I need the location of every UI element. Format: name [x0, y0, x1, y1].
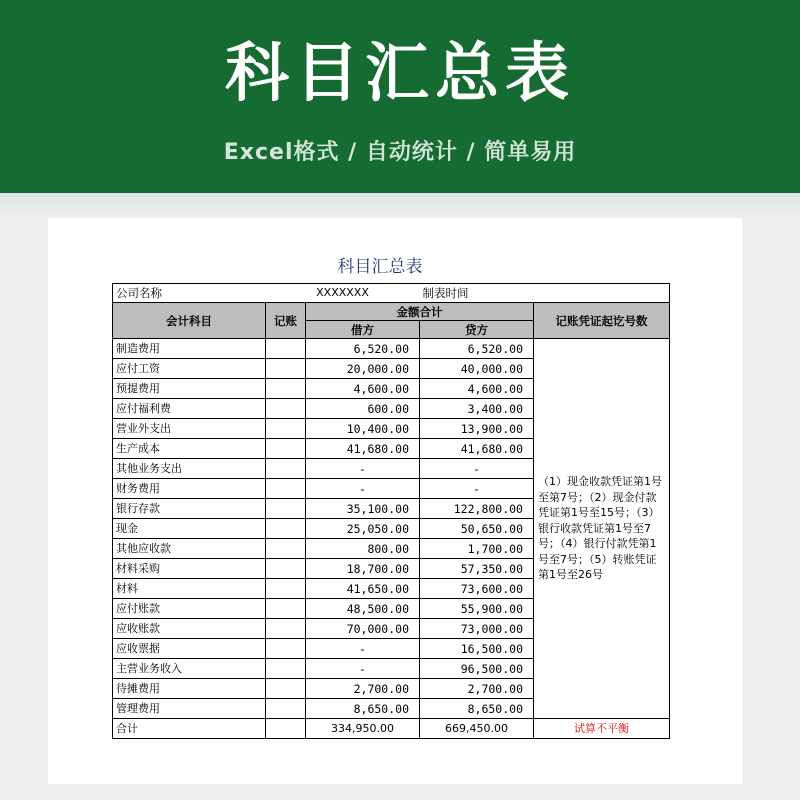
debit-cell[interactable]: 41,650.00 [306, 579, 420, 599]
total-credit[interactable]: 669,450.00 [420, 719, 534, 739]
balance-status[interactable]: 试算不平衡 [534, 719, 670, 739]
debit-cell[interactable]: - [306, 659, 420, 679]
summary-table [112, 283, 670, 739]
posted-cell[interactable] [266, 379, 306, 399]
voucher-note: （3）银行收款凭证第1号至7号； [538, 506, 660, 551]
posted-cell[interactable] [266, 599, 306, 619]
account-name-cell[interactable]: 材料采购 [113, 559, 266, 579]
account-name-cell[interactable]: 其他业务支出 [113, 459, 266, 479]
credit-cell[interactable]: 50,650.00 [420, 519, 534, 539]
debit-cell[interactable]: 48,500.00 [306, 599, 420, 619]
posted-cell[interactable] [266, 459, 306, 479]
account-name-cell[interactable]: 其他应收款 [113, 539, 266, 559]
header-row-1 [113, 303, 670, 321]
credit-cell[interactable]: - [420, 459, 534, 479]
account-name-cell[interactable]: 材料 [113, 579, 266, 599]
credit-cell[interactable]: 41,680.00 [420, 439, 534, 459]
posted-cell[interactable] [266, 619, 306, 639]
voucher-note: （2）现金付款凭证第1号至15号； [538, 490, 657, 520]
debit-cell[interactable]: 10,400.00 [306, 419, 420, 439]
credit-cell[interactable]: 122,800.00 [420, 499, 534, 519]
debit-cell[interactable]: - [306, 639, 420, 659]
posted-cell[interactable] [266, 479, 306, 499]
credit-cell[interactable]: 6,520.00 [420, 339, 534, 359]
total-debit[interactable]: 334,950.00 [306, 719, 420, 739]
company-value[interactable]: XXXXXXX [266, 284, 420, 303]
debit-cell[interactable]: - [306, 459, 420, 479]
posted-cell[interactable] [266, 539, 306, 559]
posted-cell[interactable] [266, 419, 306, 439]
debit-cell[interactable]: 6,520.00 [306, 339, 420, 359]
credit-cell[interactable]: 73,600.00 [420, 579, 534, 599]
account-name-cell[interactable]: 财务费用 [113, 479, 266, 499]
voucher-note: （4）银行付款凭第1号至7号； [538, 537, 657, 566]
posted-cell[interactable] [266, 499, 306, 519]
header-amount-total: 金额合计 [306, 303, 534, 321]
company-info-row [113, 284, 670, 303]
credit-cell[interactable]: 40,000.00 [420, 359, 534, 379]
account-name-cell[interactable]: 应付工资 [113, 359, 266, 379]
credit-cell[interactable]: 3,400.00 [420, 399, 534, 419]
account-name-cell[interactable]: 制造费用 [113, 339, 266, 359]
total-row [113, 719, 670, 739]
debit-cell[interactable]: 35,100.00 [306, 499, 420, 519]
credit-cell[interactable]: 57,350.00 [420, 559, 534, 579]
posted-cell[interactable] [266, 439, 306, 459]
header-voucher-range: 记账凭证起讫号数 [534, 303, 670, 339]
debit-cell[interactable]: 25,050.00 [306, 519, 420, 539]
header-credit: 贷方 [420, 321, 534, 339]
credit-cell[interactable]: 73,000.00 [420, 619, 534, 639]
account-name-cell[interactable]: 待摊费用 [113, 679, 266, 699]
debit-cell[interactable]: 18,700.00 [306, 559, 420, 579]
credit-cell[interactable]: 16,500.00 [420, 639, 534, 659]
date-value[interactable] [534, 284, 670, 303]
debit-cell[interactable]: 41,680.00 [306, 439, 420, 459]
posted-cell[interactable] [266, 399, 306, 419]
debit-cell[interactable]: 800.00 [306, 539, 420, 559]
debit-cell[interactable]: 20,000.00 [306, 359, 420, 379]
credit-cell[interactable]: 13,900.00 [420, 419, 534, 439]
credit-cell[interactable]: 96,500.00 [420, 659, 534, 679]
debit-cell[interactable]: 600.00 [306, 399, 420, 419]
voucher-note: （5）转账凭证第1号至26号 [538, 552, 657, 582]
posted-cell[interactable] [266, 559, 306, 579]
date-label: 制表时间 [420, 284, 534, 303]
account-name-cell[interactable]: 应收账款 [113, 619, 266, 639]
header-posted: 记账 [266, 303, 306, 339]
account-name-cell[interactable]: 应付账款 [113, 599, 266, 619]
posted-cell[interactable] [266, 359, 306, 379]
header-debit: 借方 [306, 321, 420, 339]
credit-cell[interactable]: - [420, 479, 534, 499]
banner-title: 科目汇总表 [225, 37, 575, 111]
account-name-cell[interactable]: 银行存款 [113, 499, 266, 519]
account-name-cell[interactable]: 管理费用 [113, 699, 266, 719]
header-account: 会计科目 [113, 303, 266, 339]
company-label: 公司名称 [113, 284, 266, 303]
total-label[interactable]: 合计 [113, 719, 266, 739]
posted-cell[interactable] [266, 699, 306, 719]
account-name-cell[interactable]: 营业外支出 [113, 419, 266, 439]
posted-cell[interactable] [266, 519, 306, 539]
voucher-note: （1）现金收款凭证第1号至第7号； [538, 475, 662, 504]
debit-cell[interactable]: 70,000.00 [306, 619, 420, 639]
debit-cell[interactable]: 2,700.00 [306, 679, 420, 699]
credit-cell[interactable]: 4,600.00 [420, 379, 534, 399]
debit-cell[interactable]: 4,600.00 [306, 379, 420, 399]
credit-cell[interactable]: 55,900.00 [420, 599, 534, 619]
debit-cell[interactable]: - [306, 479, 420, 499]
banner-subtitle: Excel格式 / 自动统计 / 简单易用 [223, 140, 577, 165]
posted-cell[interactable] [266, 659, 306, 679]
account-name-cell[interactable]: 应付福利费 [113, 399, 266, 419]
debit-cell[interactable]: 8,650.00 [306, 699, 420, 719]
total-posted-cell[interactable] [266, 719, 306, 739]
credit-cell[interactable]: 8,650.00 [420, 699, 534, 719]
posted-cell[interactable] [266, 339, 306, 359]
account-name-cell[interactable]: 生产成本 [113, 439, 266, 459]
header-banner [0, 0, 800, 193]
account-name-cell[interactable]: 应收票据 [113, 639, 266, 659]
sheet-title: 科目汇总表 [337, 257, 423, 277]
posted-cell[interactable] [266, 579, 306, 599]
banner-shadow [0, 193, 800, 221]
credit-cell[interactable]: 1,700.00 [420, 539, 534, 559]
account-name-cell[interactable]: 预提费用 [113, 379, 266, 399]
account-name-cell[interactable]: 主营业务收入 [113, 659, 266, 679]
posted-cell[interactable] [266, 679, 306, 699]
table-row [113, 339, 670, 359]
voucher-notes-cell[interactable] [534, 339, 670, 719]
credit-cell[interactable]: 2,700.00 [420, 679, 534, 699]
account-name-cell[interactable]: 现金 [113, 519, 266, 539]
posted-cell[interactable] [266, 639, 306, 659]
